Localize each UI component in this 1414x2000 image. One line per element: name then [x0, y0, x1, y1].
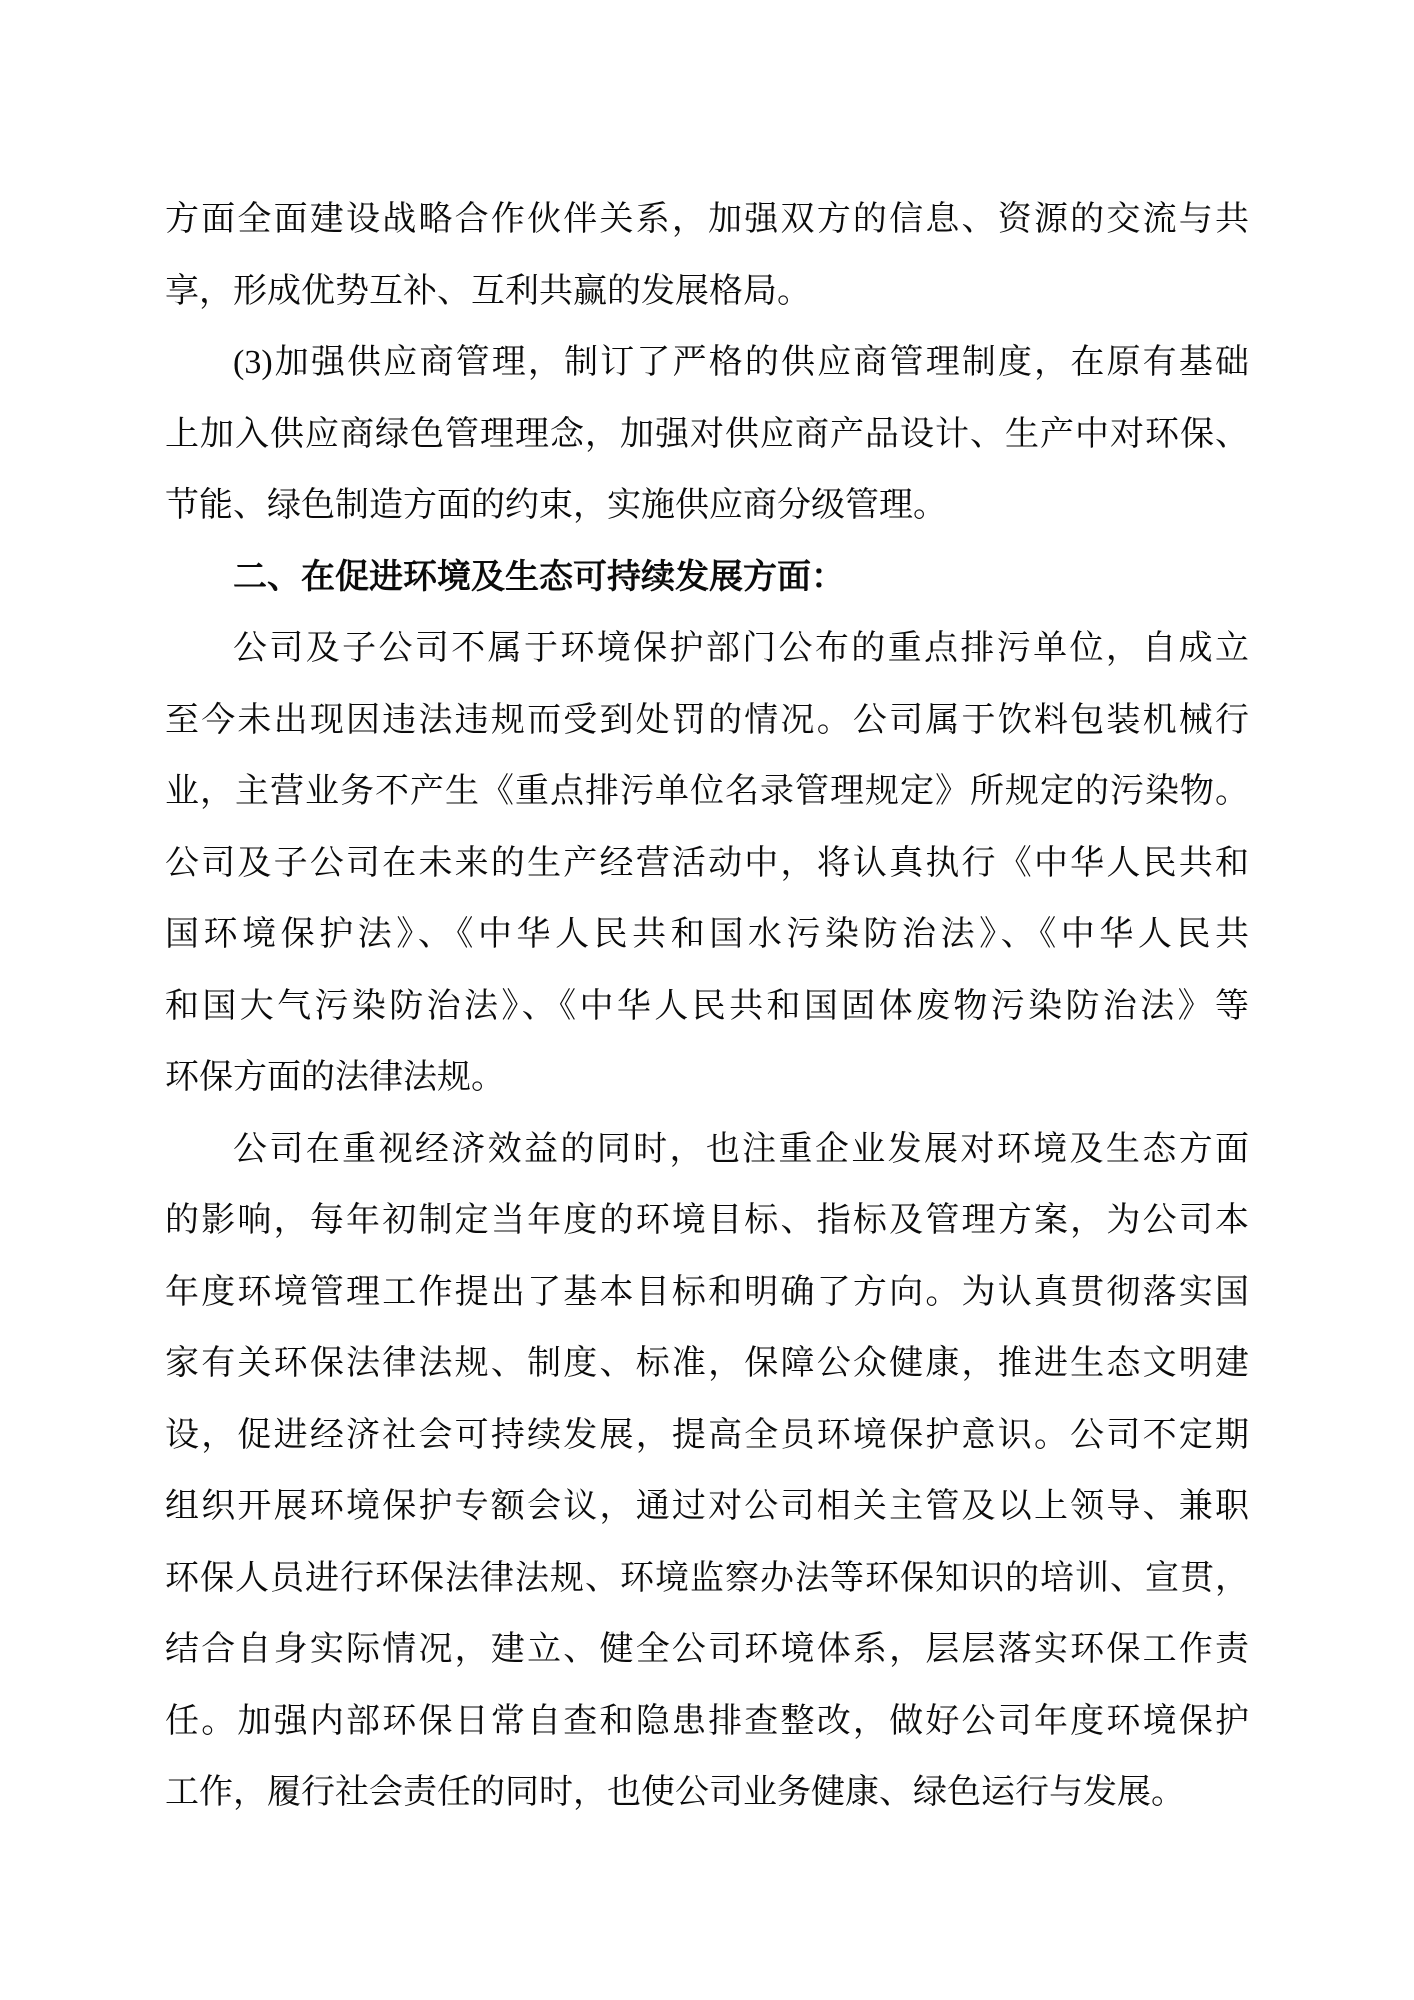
text-line: 设，促进经济社会可持续发展，提高全员环境保护意识。公司不定期	[165, 1416, 1249, 1454]
text-line: 享，形成优势互补、互利共赢的发展格局。	[165, 272, 811, 310]
text-line: 工作，履行社会责任的同时，也使公司业务健康、绿色运行与发展。	[165, 1774, 1185, 1811]
text-line: 公司及子公司在未来的生产经营活动中，将认真执行《中华人民共和	[165, 844, 1249, 882]
paragraph-environmental-compliance	[165, 613, 1249, 1114]
text-line: 组织开展环境保护专额会议，通过对公司相关主管及以上领导、兼职	[165, 1488, 1249, 1525]
paragraph-strategic-cooperation-continued	[165, 184, 1249, 327]
text-line: 上加入供应商绿色管理理念，加强对供应商产品设计、生产中对环保、	[165, 415, 1249, 453]
text-line: 至今未出现因违法违规而受到处罚的情况。公司属于饮料包装机械行	[165, 701, 1249, 739]
text-line: 方面全面建设战略合作伙伴关系，加强双方的信息、资源的交流与共	[165, 201, 1249, 238]
text-line: 环保方面的法律法规。	[165, 1059, 505, 1096]
text-line: 环保人员进行环保法律法规、环境监察办法等环保知识的培训、宣贯，	[165, 1559, 1249, 1597]
text-line: 结合自身实际情况，建立、健全公司环境体系，层层落实环保工作责	[165, 1631, 1249, 1668]
section-heading-environment	[165, 542, 1249, 614]
text-line: 节能、绿色制造方面的约束，实施供应商分级管理。	[165, 487, 947, 524]
text-line: (3)加强供应商管理，制订了严格的供应商管理制度，在原有基础	[233, 344, 1249, 381]
text-line: 国环境保护法》、《中华人民共和国水污染防治法》、《中华人民共	[165, 916, 1249, 953]
paragraph-environmental-management	[165, 1114, 1249, 1829]
paragraph-supplier-management	[165, 327, 1249, 542]
text-line: 和国大气污染防治法》、《中华人民共和国固体废物污染防治法》等	[165, 987, 1249, 1025]
text-line: 业，主营业务不产生《重点排污单位名录管理规定》所规定的污染物。	[165, 773, 1249, 810]
text-line: 任。加强内部环保日常自查和隐患排查整改，做好公司年度环境保护	[165, 1702, 1249, 1740]
text-line: 家有关环保法律法规、制度、标准，保障公众健康，推进生态文明建	[165, 1345, 1249, 1382]
text-line: 公司在重视经济效益的同时，也注重企业发展对环境及生态方面	[233, 1130, 1249, 1168]
text-line: 的影响，每年初制定当年度的环境目标、指标及管理方案，为公司本	[165, 1202, 1249, 1239]
document-body	[165, 184, 1249, 1829]
text-line: 公司及子公司不属于环境保护部门公布的重点排污单位，自成立	[233, 630, 1249, 667]
text-line: 年度环境管理工作提出了基本目标和明确了方向。为认真贯彻落实国	[165, 1273, 1249, 1311]
section-heading-line: 二、在促进环境及生态可持续发展方面：	[233, 558, 845, 596]
